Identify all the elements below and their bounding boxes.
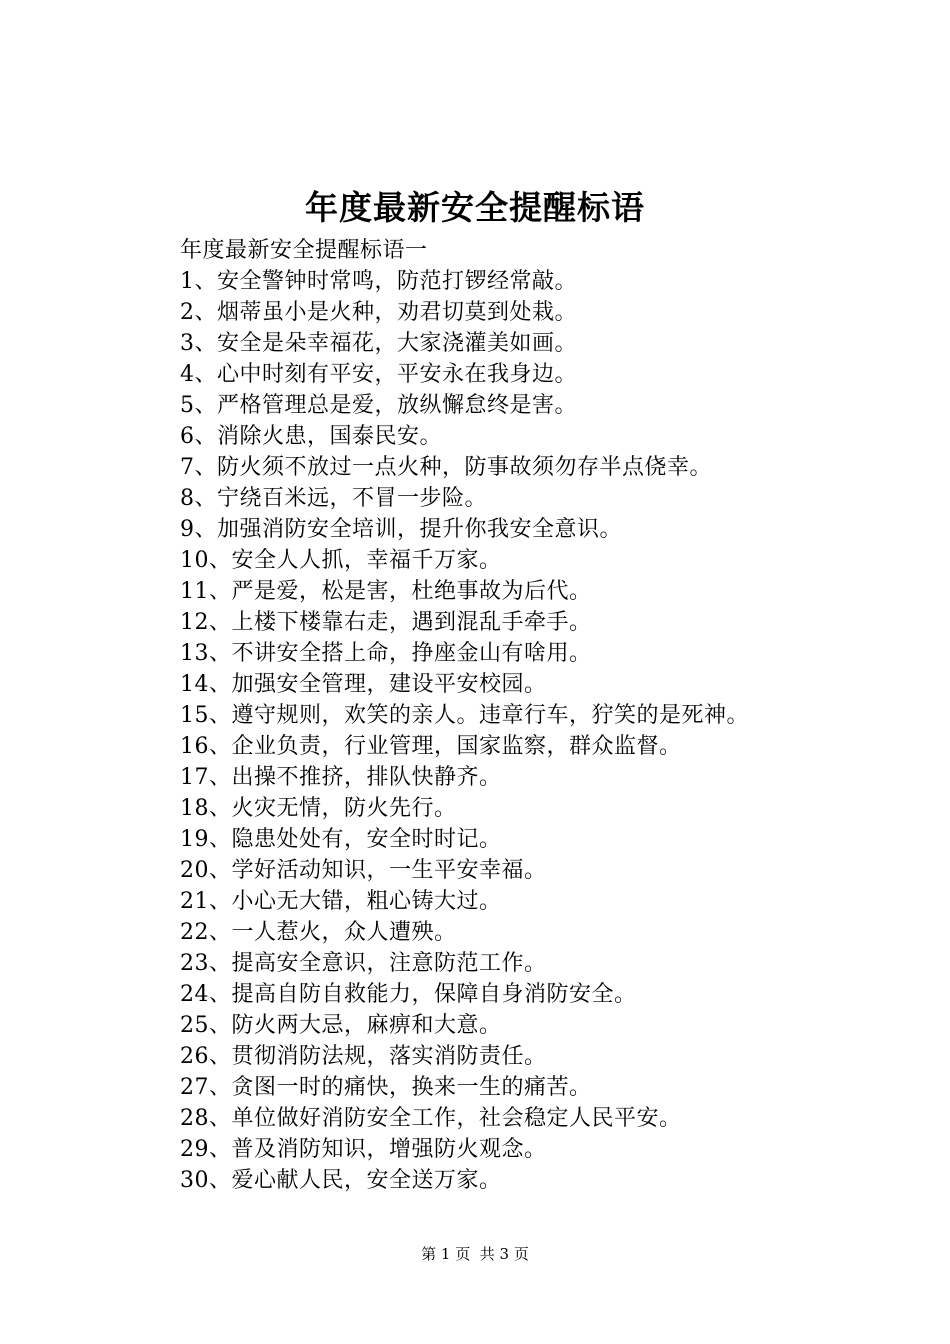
document-body [180,235,920,1196]
slogan-item: 24、提高自防自救能力，保障自身消防安全。 [180,982,637,1007]
slogan-item: 27、贪图一时的痛快，换来一生的痛苦。 [180,1075,592,1100]
slogan-item: 3、安全是朵幸福花，大家浇灌美如画。 [180,331,577,356]
slogan-item: 13、不讲安全搭上命，挣座金山有啥用。 [180,641,592,666]
slogan-item: 30、爱心献人民，安全送万家。 [180,1168,502,1193]
slogan-item: 29、普及消防知识，增强防火观念。 [180,1137,547,1162]
slogan-item: 5、严格管理总是爱，放纵懈怠终是害。 [180,393,577,418]
slogan-item: 19、隐患处处有，安全时时记。 [180,827,502,852]
slogan-item: 14、加强安全管理，建设平安校园。 [180,672,547,697]
slogan-item: 28、单位做好消防安全工作，社会稳定人民平安。 [180,1106,682,1131]
section-subtitle: 年度最新安全提醒标语一 [180,238,428,263]
slogan-item: 21、小心无大错，粗心铸大过。 [180,889,502,914]
slogan-item: 11、严是爱，松是害，杜绝事故为后代。 [180,579,592,604]
slogan-item: 7、防火须不放过一点火种，防事故须勿存半点侥幸。 [180,455,712,480]
slogan-item: 10、安全人人抓，幸福千万家。 [180,548,502,573]
slogan-item: 25、防火两大忌，麻痹和大意。 [180,1013,502,1038]
slogan-list [180,266,920,1196]
page-title: 年度最新安全提醒标语 [305,188,645,227]
slogan-item: 4、心中时刻有平安，平安永在我身边。 [180,362,577,387]
slogan-item: 23、提高安全意识，注意防范工作。 [180,951,547,976]
slogan-item: 16、企业负责，行业管理，国家监察，群众监督。 [180,734,682,759]
slogan-item: 15、遵守规则，欢笑的亲人。违章行车，狞笑的是死神。 [180,703,749,728]
slogan-item: 6、消除火患，国泰民安。 [180,424,442,449]
slogan-item: 17、出操不推挤，排队快静齐。 [180,765,502,790]
slogan-item: 12、上楼下楼靠右走，遇到混乱手牵手。 [180,610,592,635]
slogan-item: 2、烟蒂虽小是火种，劝君切莫到处栽。 [180,300,577,325]
slogan-item: 20、学好活动知识，一生平安幸福。 [180,858,547,883]
slogan-item: 1、安全警钟时常鸣，防范打锣经常敲。 [180,269,577,294]
slogan-item: 9、加强消防安全培训，提升你我安全意识。 [180,517,622,542]
slogan-item: 8、宁绕百米远，不冒一步险。 [180,486,487,511]
slogan-item: 26、贯彻消防法规，落实消防责任。 [180,1044,547,1069]
page-number: 第 1 页 共 3 页 [421,1245,529,1263]
slogan-item: 22、一人惹火，众人遭殃。 [180,920,457,945]
slogan-item: 18、火灾无情，防火先行。 [180,796,457,821]
page-footer [0,1244,950,1264]
